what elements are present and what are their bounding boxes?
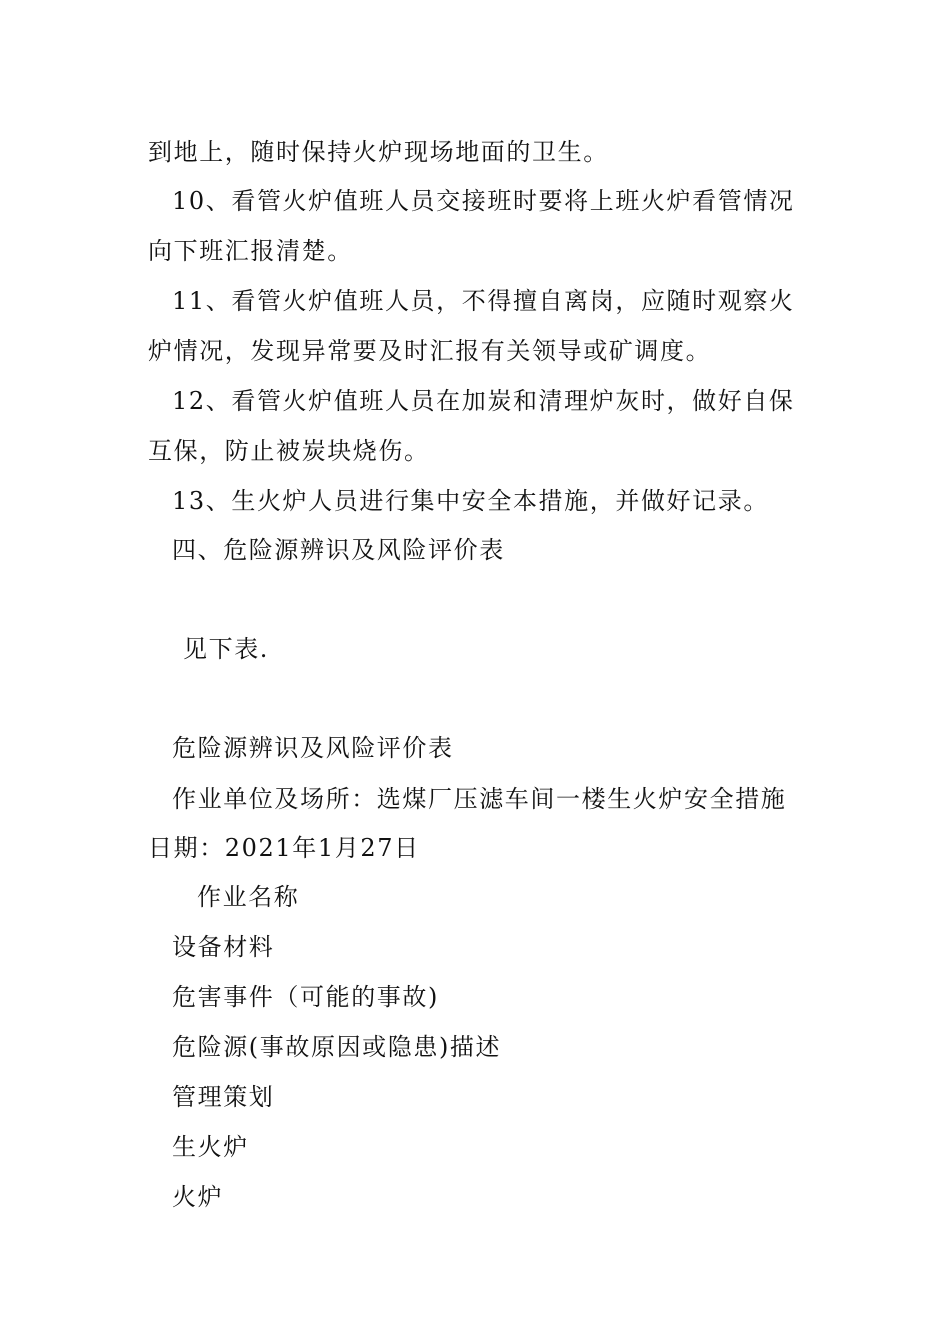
text-line: 作业单位及场所：选煤厂压滤车间一楼生火炉安全措施	[172, 785, 787, 813]
text-line: 11、看管火炉值班人员，不得擅自离岗，应随时观察火	[172, 287, 795, 315]
table-header: 管理策划	[172, 1083, 275, 1111]
table-header: 危害事件（可能的事故)	[172, 983, 439, 1011]
text-line: 向下班汇报清楚。	[148, 237, 353, 265]
table-header: 作业名称	[197, 883, 300, 911]
table-cell: 生火炉	[172, 1133, 249, 1161]
text-line: 13、生火炉人员进行集中安全本措施，并做好记录。	[172, 487, 769, 515]
table-title: 危险源辨识及风险评价表	[172, 734, 454, 762]
table-cell: 火炉	[172, 1183, 224, 1211]
date-line: 日期：2021年1月27日	[148, 834, 420, 862]
text-line: 互保，防止被炭块烧伤。	[148, 437, 430, 465]
text-line: 12、看管火炉值班人员在加炭和清理炉灰时，做好自保	[172, 387, 795, 415]
table-header: 危险源(事故原因或隐患)描述	[172, 1033, 502, 1061]
table-header: 设备材料	[172, 933, 275, 961]
text-line: 炉情况，发现异常要及时汇报有关领导或矿调度。	[148, 337, 712, 365]
text-line: 到地上，随时保持火炉现场地面的卫生。	[148, 138, 609, 166]
text-line: 见下表.	[183, 635, 270, 663]
text-line: 10、看管火炉值班人员交接班时要将上班火炉看管情况	[172, 187, 795, 215]
section-heading: 四、危险源辨识及风险评价表	[172, 536, 505, 564]
